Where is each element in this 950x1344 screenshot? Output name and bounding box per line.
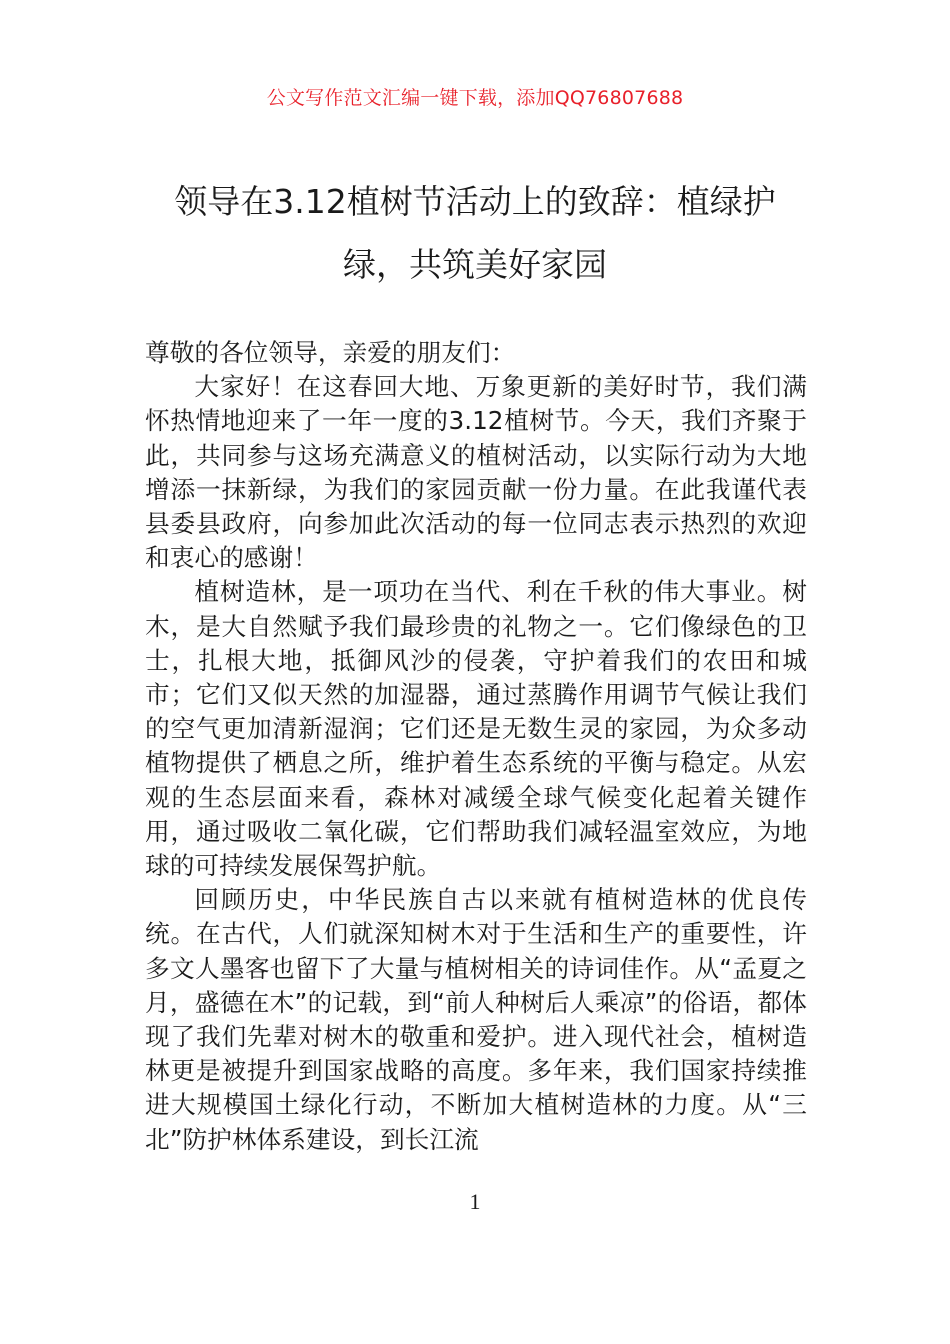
paragraph-1: 大家好！在这春回大地、万象更新的美好时节，我们满怀热情地迎来了一年一度的3.12植树节。今天，我们齐聚于此，共同参与这场充满意义的植树活动，以实际行动为大地增添一抹新绿，为我们的家园贡献一份力量。在此我谨代表县委县政府，向参加此次活动的每一位同志表示热烈的欢迎和衷心的感谢！ <box>145 372 807 573</box>
page-number: 1 <box>469 1189 481 1214</box>
paragraph-3: 回顾历史，中华民族自古以来就有植树造林的优良传统。在古代，人们就深知树木对于生活和生产的重要性，许多文人墨客也留下了大量与植树相关的诗词佳作。从“孟夏之月，盛德在木”的记载，到“前人种树后人乘凉”的俗语，都体现了我们先辈对树木的敬重和爱护。进入现代社会，植树造林更是被提升到国家战略的高度。多年来，我们国家持续推进大规模国土绿化行动，不断加大植树造林的力度。从“三北”防护林体系建设，到长江流 <box>145 885 807 1154</box>
promo-header-note: 公文写作范文汇编一键下载，添加QQ76807688 <box>266 87 684 109</box>
salutation: 尊敬的各位领导，亲爱的朋友们： <box>145 338 516 367</box>
document-title: 领导在3.12植树节活动上的致辞：植绿护绿，共筑美好家园 <box>174 182 776 284</box>
document-body <box>145 336 807 1157</box>
paragraph-2: 植树造林，是一项功在当代、利在千秋的伟大事业。树木，是大自然赋予我们最珍贵的礼物之一。它们像绿色的卫士，扎根大地，抵御风沙的侵袭，守护着我们的农田和城市；它们又似天然的加湿器，通过蒸腾作用调节气候让我们的空气更加清新湿润；它们还是无数生灵的家园，为众多动植物提供了栖息之所，维护着生态系统的平衡与稳定。从宏观的生态层面来看，森林对减缓全球气候变化起着关键作用，通过吸收二氧化碳，它们帮助我们减轻温室效应，为地球的可持续发展保驾护航。 <box>145 577 807 881</box>
